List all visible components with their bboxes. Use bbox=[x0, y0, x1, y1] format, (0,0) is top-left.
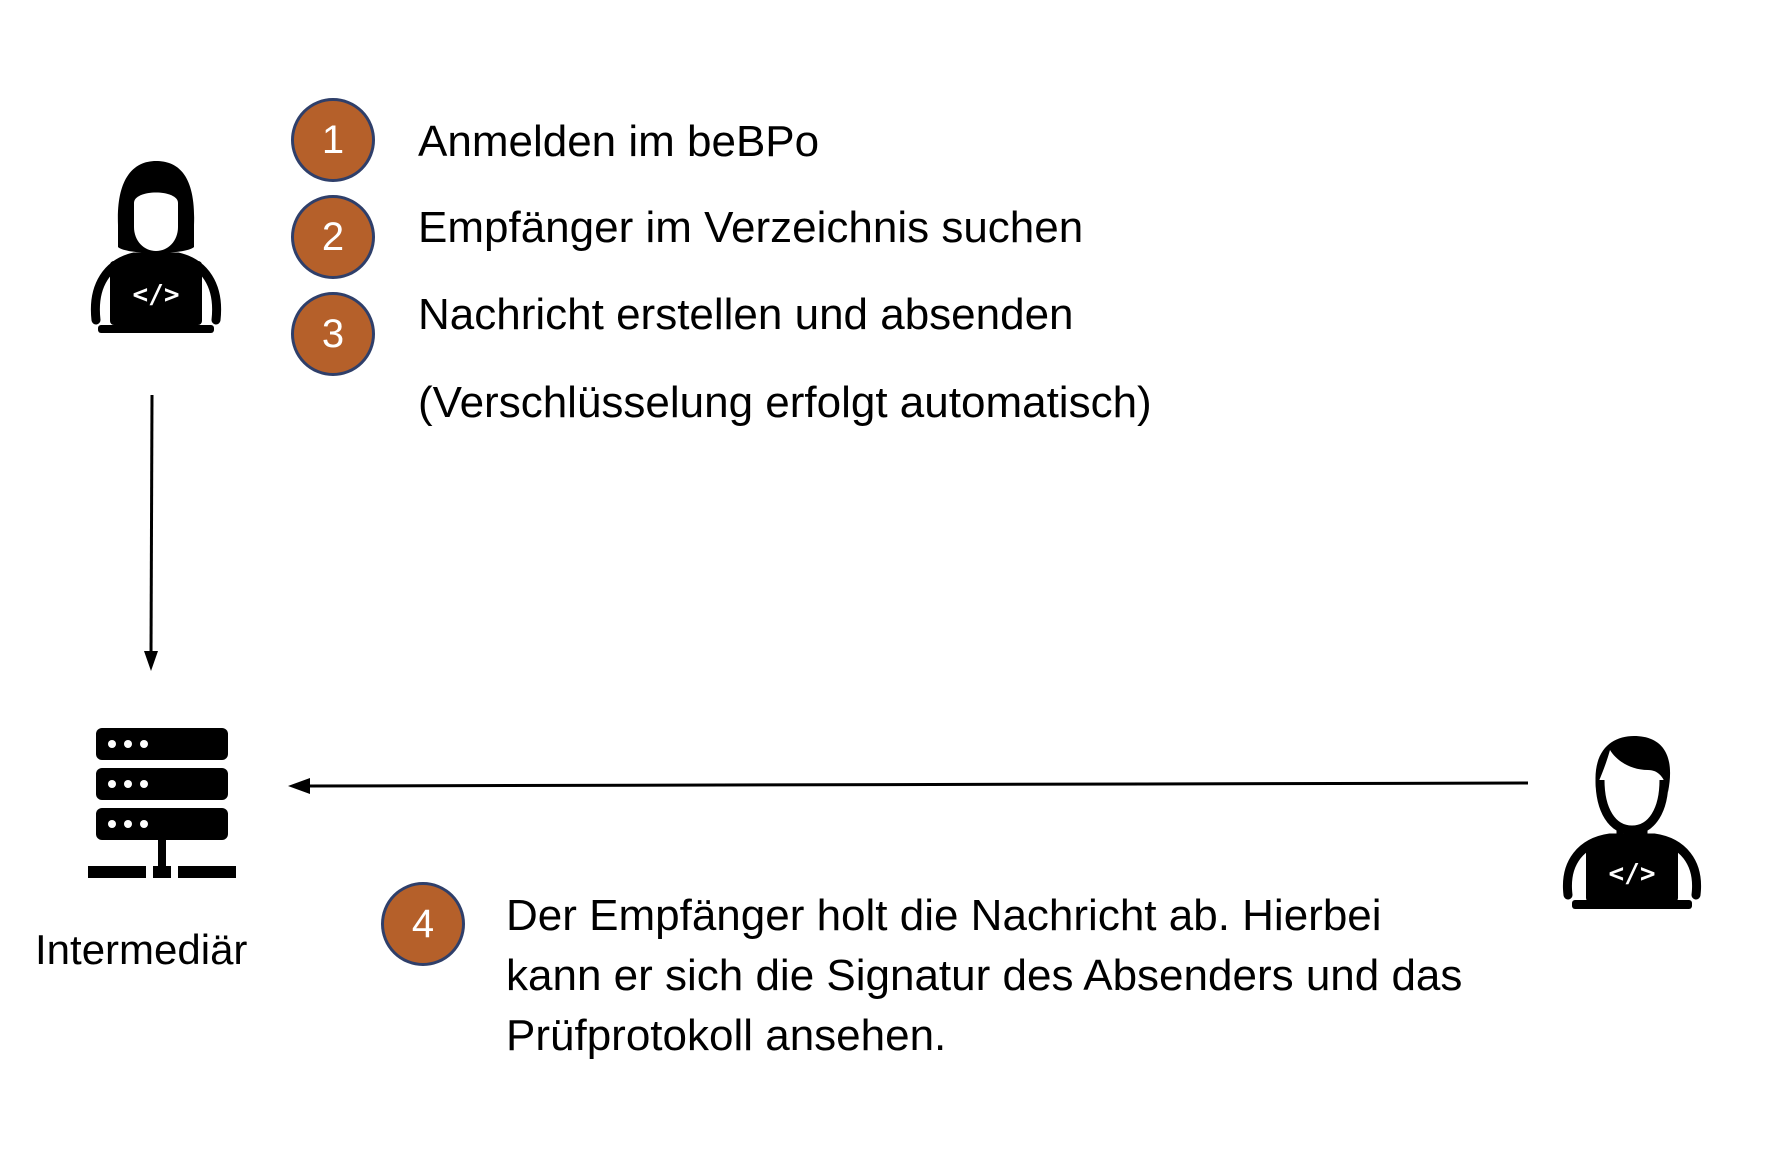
step-3-number: 3 bbox=[321, 311, 345, 356]
step-4-number: 4 bbox=[411, 901, 435, 946]
step-3-text: Nachricht erstellen und absenden bbox=[418, 290, 1074, 339]
step-2-text: Empfänger im Verzeichnis suchen bbox=[418, 203, 1084, 252]
arrow-recipient-to-intermediary bbox=[288, 770, 1538, 800]
svg-text:</>: </> bbox=[1608, 859, 1656, 889]
step-1-number: 1 bbox=[321, 117, 345, 162]
step-1-text: Anmelden im beBPo bbox=[418, 117, 820, 166]
arrow-sender-to-intermediary bbox=[140, 395, 164, 675]
step-2-number: 2 bbox=[321, 214, 345, 259]
step-3-note: (Verschlüsselung erfolgt automatisch) bbox=[418, 378, 1152, 427]
step-2-badge bbox=[291, 195, 375, 279]
male-developer-laptop-icon bbox=[1560, 730, 1705, 910]
svg-text:</>: </> bbox=[132, 280, 180, 310]
female-developer-laptop-icon bbox=[88, 155, 223, 335]
step-3-badge bbox=[291, 292, 375, 376]
step-4-text: Der Empfänger holt die Nachricht ab. Hierbei kann er sich die Signatur des Absenders und das Prüfprotokoll ansehen. bbox=[506, 891, 1463, 1060]
step-1-badge bbox=[291, 98, 375, 182]
server-stack-icon bbox=[88, 728, 238, 883]
intermediary-label: Intermediär bbox=[35, 926, 248, 973]
step-4-badge bbox=[381, 882, 465, 966]
